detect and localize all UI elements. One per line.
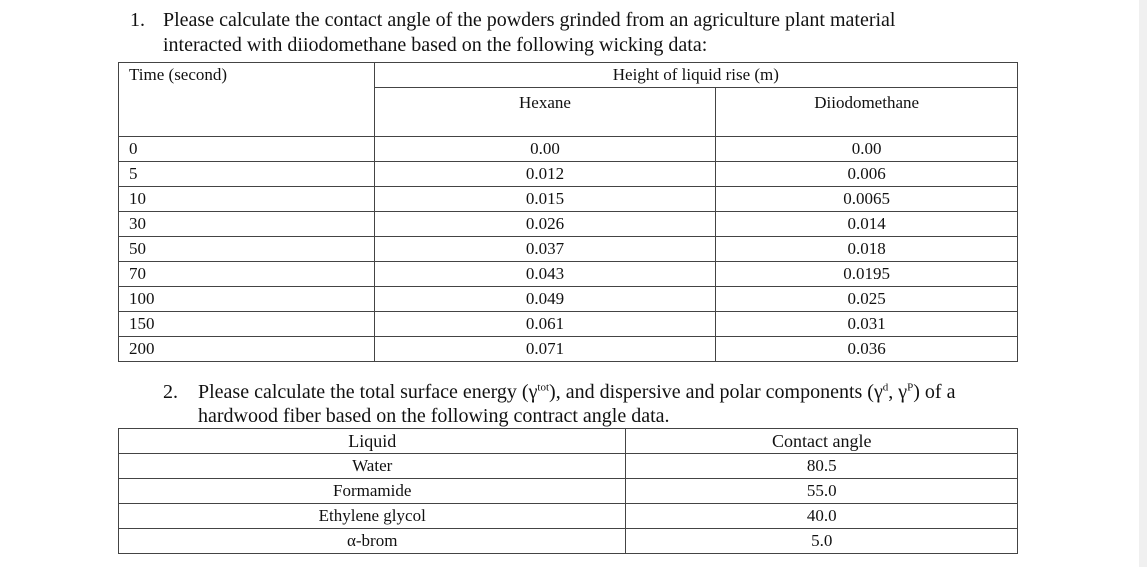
hexane-cell: 0.015 — [374, 186, 716, 211]
angle-cell: 80.5 — [626, 454, 1018, 479]
hexane-cell: 0.071 — [374, 336, 716, 361]
table-row — [119, 186, 1018, 211]
liquid-cell: Formamide — [119, 479, 626, 504]
table-row — [119, 236, 1018, 261]
hexane-cell: 0.043 — [374, 261, 716, 286]
col-header-height: Height of liquid rise (m) — [374, 63, 1017, 88]
diiodomethane-cell: 0.014 — [716, 211, 1018, 236]
diiodomethane-cell: 0.0195 — [716, 261, 1018, 286]
q2-sup-tot: tot — [537, 381, 550, 394]
time-cell: 50 — [119, 236, 375, 261]
diiodomethane-cell: 0.006 — [716, 161, 1018, 186]
diiodomethane-cell: 0.036 — [716, 336, 1018, 361]
table-row — [119, 529, 1018, 554]
table-row — [119, 136, 1018, 161]
q2-sup-p: P — [907, 381, 914, 394]
time-cell: 150 — [119, 311, 375, 336]
q2-text-c: , γ — [888, 381, 908, 403]
table-row — [119, 504, 1018, 529]
col-header-time-spacer — [119, 87, 375, 136]
table-subheader-row — [119, 87, 1018, 136]
col-header-liquid: Liquid — [119, 429, 626, 454]
angle-cell: 5.0 — [626, 529, 1018, 554]
diiodomethane-cell: 0.00 — [716, 136, 1018, 161]
question-1-number: 1. — [130, 9, 145, 31]
time-cell: 0 — [119, 136, 375, 161]
angle-cell: 40.0 — [626, 504, 1018, 529]
table-row — [119, 479, 1018, 504]
table-row — [119, 286, 1018, 311]
time-cell: 5 — [119, 161, 375, 186]
question-2-line-1 — [198, 380, 955, 404]
hexane-cell: 0.037 — [374, 236, 716, 261]
diiodomethane-cell: 0.0065 — [716, 186, 1018, 211]
question-1-line-1: Please calculate the contact angle of the powders grinded from an agriculture plant material — [163, 9, 896, 31]
liquid-cell: α-brom — [119, 529, 626, 554]
col-header-time: Time (second) — [119, 63, 375, 88]
diiodomethane-cell: 0.025 — [716, 286, 1018, 311]
table-row — [119, 261, 1018, 286]
time-cell: 70 — [119, 261, 375, 286]
scrollbar-track[interactable] — [1139, 0, 1147, 567]
question-2 — [163, 380, 1123, 428]
subheader-diiodomethane: Diiodomethane — [716, 87, 1018, 136]
table-row — [119, 454, 1018, 479]
question-2-number: 2. — [163, 381, 178, 403]
time-cell: 30 — [119, 211, 375, 236]
q2-text-d: ) of a — [913, 381, 956, 403]
time-cell: 200 — [119, 336, 375, 361]
liquid-cell: Water — [119, 454, 626, 479]
table-header-row — [119, 63, 1018, 88]
q2-text-a: Please calculate the total surface energy (γ — [198, 381, 538, 403]
table-row — [119, 311, 1018, 336]
liquid-cell: Ethylene glycol — [119, 504, 626, 529]
table-row — [119, 161, 1018, 186]
table-row — [119, 211, 1018, 236]
q2-text-b: ), and dispersive and polar components (γ — [549, 381, 883, 403]
hexane-cell: 0.026 — [374, 211, 716, 236]
contact-angle-table — [118, 428, 1018, 554]
hexane-cell: 0.012 — [374, 161, 716, 186]
hexane-cell: 0.049 — [374, 286, 716, 311]
col-header-contact-angle: Contact angle — [626, 429, 1018, 454]
hexane-cell: 0.061 — [374, 311, 716, 336]
time-cell: 10 — [119, 186, 375, 211]
question-1 — [130, 8, 1130, 60]
wicking-data-table — [118, 62, 1018, 362]
hexane-cell: 0.00 — [374, 136, 716, 161]
question-2-line-2: hardwood fiber based on the following contract angle data. — [198, 405, 670, 427]
table-header-row — [119, 429, 1018, 454]
diiodomethane-cell: 0.031 — [716, 311, 1018, 336]
subheader-hexane: Hexane — [374, 87, 716, 136]
time-cell: 100 — [119, 286, 375, 311]
diiodomethane-cell: 0.018 — [716, 236, 1018, 261]
question-1-line-2: interacted with diiodomethane based on the following wicking data: — [163, 34, 708, 56]
angle-cell: 55.0 — [626, 479, 1018, 504]
table-row — [119, 336, 1018, 361]
q2-sup-d: d — [882, 381, 889, 394]
